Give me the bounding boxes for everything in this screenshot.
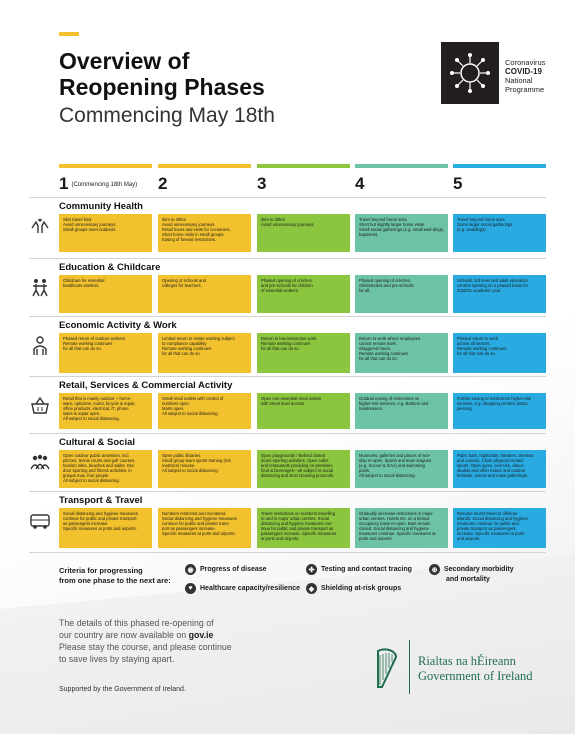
criterion-progress [185, 564, 267, 575]
gov-irish-name: Rialtas na hÉireann [418, 654, 516, 668]
section-divider [29, 491, 546, 492]
criterion-testing [306, 564, 412, 575]
gov-link[interactable]: gov.ie [188, 630, 214, 640]
phase-4-cell: Museums, galleries and places of wor- ship re-open. Sports and team leagues (e.g. Soccer & GAA) and swimming pools. All subject to social distancing. [355, 450, 448, 488]
title-accent-bar [59, 32, 79, 36]
testing-icon: ✚ [306, 564, 317, 575]
logo-line-3: National [505, 76, 533, 85]
phase-3-cell: Open playgrounds / Behind closed doors sporting activities. Open cafés and restaurants providing on-premises food & beverages—all subject to social distancing and strict cleaning protocols. [257, 450, 350, 488]
section-title: Economic Activity & Work [59, 320, 177, 331]
page-title [59, 48, 265, 100]
phase-4-cell: Phased opening of crèches, childminders and pre-schools for all. [355, 275, 448, 313]
phase-2-cell: Limited return to onsite working subject to compliance capability Remote working continues for all that can do so. [158, 333, 251, 373]
section-divider [29, 376, 546, 377]
healthcare-icon: ♥ [185, 583, 196, 594]
phase-3-cell: Travel restrictions on numbers travelling to and in major urban centres. Social distancing and hygiene measures con- tinue for public and private transport as passengers increase. Specific measures at ports and airports. [257, 508, 350, 548]
phase-2-cell: Small retail outlets with control of numbers open. Marts open. All subject to social distancing. [158, 393, 251, 429]
section-divider [29, 258, 546, 259]
criterion-label: Secondary morbidity [444, 566, 514, 573]
worker-icon [29, 335, 51, 357]
phase-header-1 [59, 164, 152, 194]
phase-5-cell: Phased return to work across all sectors. Remote working continues for all that can do so. [453, 333, 546, 373]
section-title: Retail, Services & Commercial Activity [59, 380, 233, 391]
gov-divider [409, 640, 410, 694]
title-line-2: Reopening Phases [59, 74, 265, 100]
shielding-icon: ◆ [306, 583, 317, 594]
section-divider [29, 316, 546, 317]
page-subtitle: Commencing May 18th [59, 104, 275, 127]
criterion-healthcare [185, 583, 300, 594]
criterion-label: and mortality [446, 576, 490, 583]
phase-3-number: 3 [257, 174, 267, 193]
coronavirus-logo [441, 42, 499, 104]
phase-1-cell: Childcare for essential healthcare workers. [59, 275, 152, 313]
phase-5-cell: Pubs, bars, nightclubs, theatres, cinemas and casinos. Close physical contact sports. Open gyms, exercise, dance studios and other indoor and outdoor festivals, events and mass gatherings. [453, 450, 546, 488]
virus-icon [449, 52, 491, 94]
coronavirus-programme-label [505, 58, 545, 94]
phase-1-cell: Open outdoor public amenities, incl. pitches, tennis courts and golf courses, tourism sites, beaches and walks. Out- door sporting and fitness activities, in groups max. four people. All subject to social distancing. [59, 450, 152, 488]
harp-icon [372, 647, 400, 693]
logo-line-2: COVID-19 [505, 67, 542, 76]
info-line-2: our country are now available on [59, 630, 187, 640]
phase-3-cell: Return to low-interaction work. Remote working continues for all that can do so. [257, 333, 350, 373]
section-divider [29, 552, 546, 553]
phase-1-cell: Retail that is mainly outdoor + home- ware, opticians, motor, bicycle & repair, office products, electrical, IT, phone sales & repair open. All subject to social distancing. [59, 393, 152, 429]
phase-5-number: 5 [453, 174, 463, 193]
logo-line-4: Programme [505, 85, 545, 94]
government-wordmark [418, 654, 533, 684]
criterion-label: Progress of disease [200, 566, 267, 573]
phase-header-5 [453, 164, 546, 194]
phase-4-cell: Gradual easing of restrictions on higher-risk services, e.g. Barbers and hairdressers. [355, 393, 448, 429]
criterion-shielding [306, 583, 401, 594]
phase-2-cell: Numbers restricted and monitored. Social distancing and hygiene measures continue for public and private trans- port as passengers increase. Specific measures at ports and airports. [158, 508, 251, 548]
phase-1-cell: Social distancing and hygiene measures continue for public and private transport as passengers increase. Specific measures at ports and airports. [59, 508, 152, 548]
phase-1-cell: Phased return of outdoor workers Remote working continues for all that can do so. [59, 333, 152, 373]
phase-3-bar [257, 164, 350, 168]
phase-4-cell: Gradually decrease restrictions in major urban centres. Hotels etc. on a limited occupancy basis re-open. Bars remain closed. Social distancing and hygiene measures continue. Specific measures at ports and airports. [355, 508, 448, 548]
criterion-morbidity [429, 564, 514, 575]
phase-5-cell: Travel beyond home area Some larger social gatherings (e.g. weddings). [453, 214, 546, 252]
section-title: Cultural & Social [59, 437, 136, 448]
info-paragraph [59, 617, 299, 665]
phase-header-4 [355, 164, 448, 194]
phase-5-cell: Resume tourist travel to offshore islands. Social distancing and hygiene measures continue for public and private transport as passengers increase. Specific measures at ports and airports. [453, 508, 546, 548]
criterion-mortality [446, 576, 490, 583]
phase-3-cell: 5km to 20km Avoid unnecessary journeys. [257, 214, 350, 252]
phase-1-number: 1 [59, 174, 69, 193]
criterion-label: Healthcare capacity/resilience [200, 585, 301, 592]
phase-2-cell: 5km to 20km Avoid unnecessary journeys. Retail hours and visits for cocooners. Short home visits in small groups Easing of funeral restrictions. [158, 214, 251, 252]
morbidity-icon: ⊕ [429, 564, 440, 575]
phase-1-note: (Commencing 18th May) [71, 182, 138, 188]
title-line-1: Overview of [59, 48, 190, 74]
section-title: Community Health [59, 201, 143, 212]
phase-3-cell: Open non-essential retail outlets with street level access. [257, 393, 350, 429]
criterion-label: Shielding at-risk groups [321, 585, 402, 592]
phase-4-cell: Travel beyond home area Short but slightly larger home visits. Small social gatherings (e.g. small wed-dings, baptisms). [355, 214, 448, 252]
info-line-1: The details of this phased re-opening of [59, 618, 214, 628]
phase-5-cell: Schools, 3rd level and adult education centres opening on a phased basis for 2020/21 academic year. [453, 275, 546, 313]
progress-icon: ◉ [185, 564, 196, 575]
phase-2-cell: Opening of schools and colleges for teachers. [158, 275, 251, 313]
phase-4-cell: Return to work where employees cannot remote work. Staggered hours. Remote working continues for all that can do so. [355, 333, 448, 373]
children-icon [29, 277, 51, 299]
logo-line-1: Coronavirus [505, 58, 546, 67]
phase-2-number: 2 [158, 174, 168, 193]
phase-2-cell: Open public libraries. Small group team sports training (not matches) resume. All subject to social distancing. [158, 450, 251, 488]
section-divider [29, 433, 546, 434]
phase-header-2 [158, 164, 251, 194]
phase-4-number: 4 [355, 174, 365, 193]
people-icon [29, 452, 51, 474]
phase-header-3 [257, 164, 350, 194]
shopping-basket-icon [29, 395, 51, 417]
phase-1-bar [59, 164, 152, 168]
info-line-3: Please stay the course, and please continue [59, 642, 232, 652]
phase-5-cell: Further easing of restrictions higher-risk services, e.g. shopping centres, tattoo, piercing. [453, 393, 546, 429]
criteria-title [59, 566, 171, 586]
phase-4-bar [355, 164, 448, 168]
info-line-4: to save lives by staying apart. [59, 654, 175, 664]
bus-icon [29, 510, 51, 532]
phase-5-bar [453, 164, 546, 168]
section-divider [29, 197, 546, 198]
phase-1-cell: Skin travel limit. Avoid unnecessary journeys. Small groups meet outdoors. [59, 214, 152, 252]
gov-english-name: Government of Ireland [418, 669, 533, 683]
hands-icon [29, 216, 51, 238]
criterion-label: Testing and contact tracing [321, 566, 412, 573]
phase-3-cell: Phased opening of crèches and pre-schools for children of essential workers. [257, 275, 350, 313]
criteria-title-line-1: Criteria for progressing [59, 566, 143, 575]
section-title: Education & Childcare [59, 262, 161, 273]
criteria-title-line-2: from one phase to the next are: [59, 576, 171, 585]
phase-2-bar [158, 164, 251, 168]
supported-by: Supported by the Government of Ireland. [59, 686, 186, 693]
section-title: Transport & Travel [59, 495, 143, 506]
